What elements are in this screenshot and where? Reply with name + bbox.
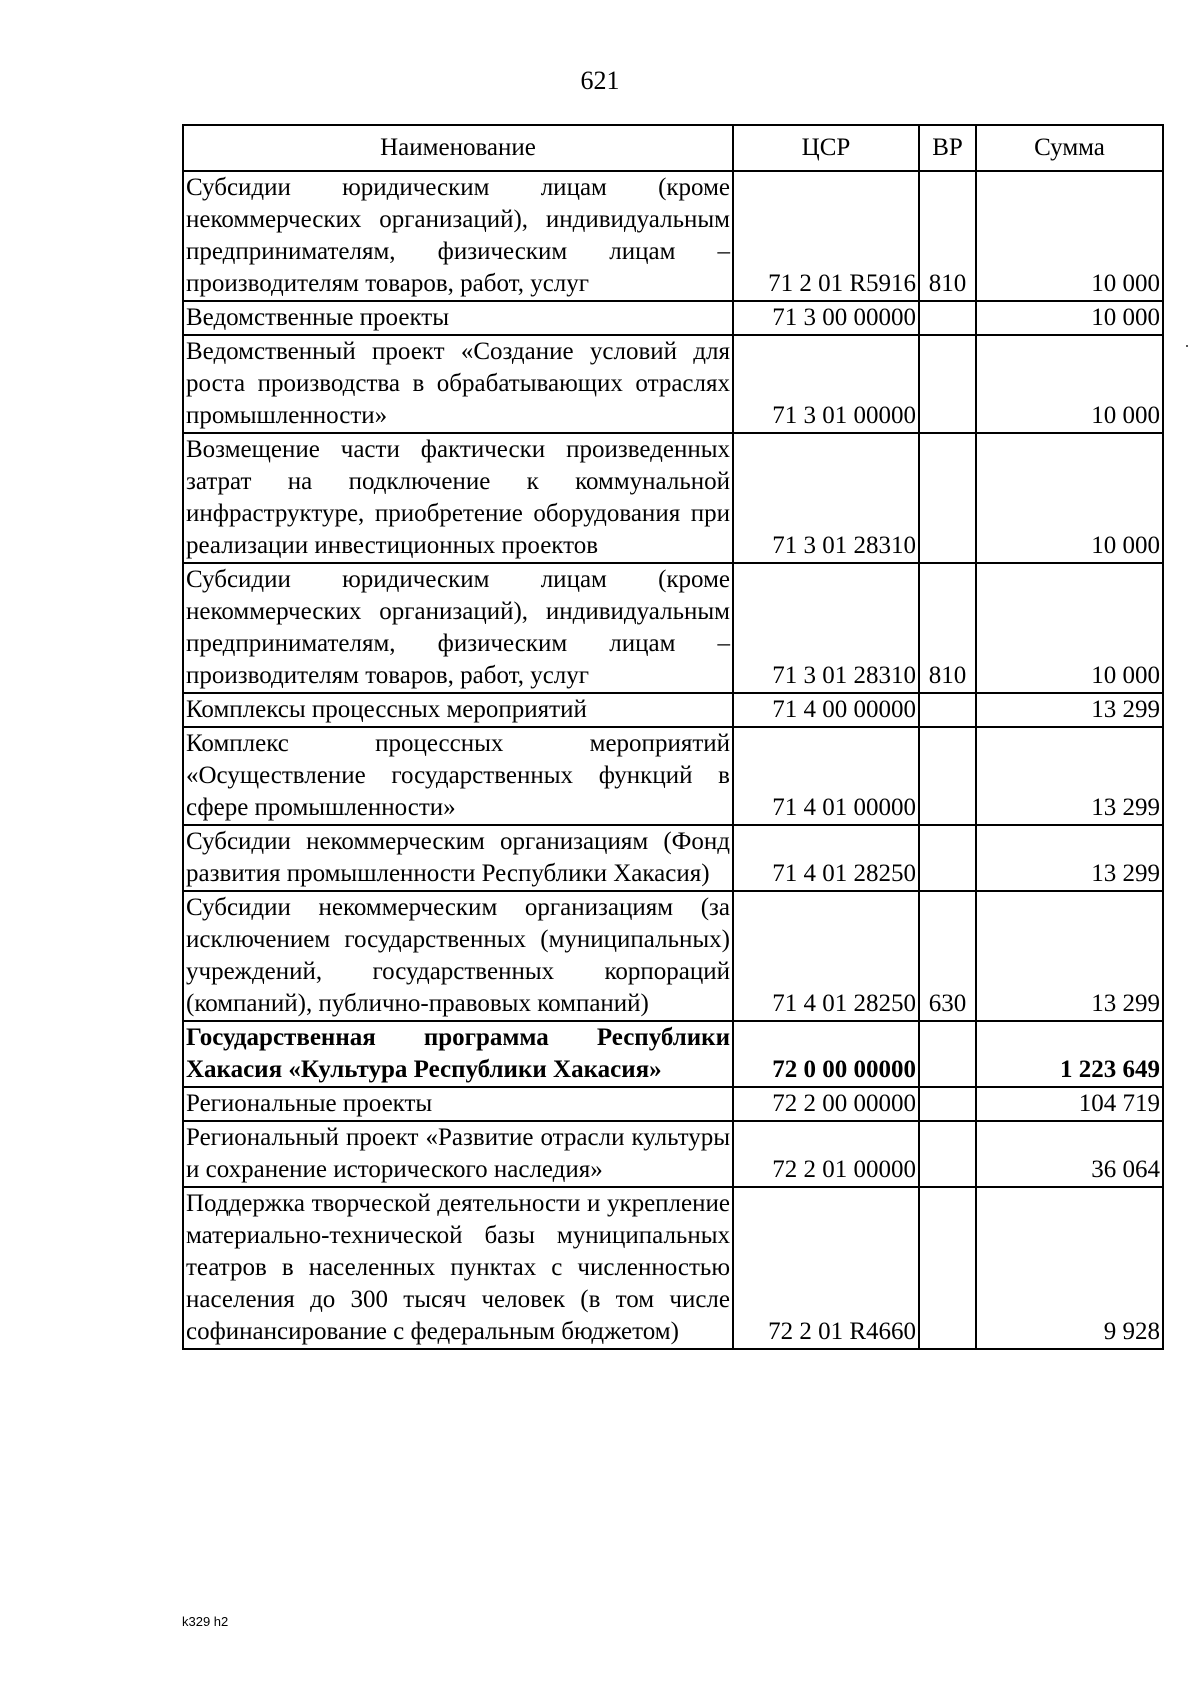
row-name-cell: Ведомственные проекты [183,301,733,335]
table-row [183,1087,1163,1121]
column-header-name: Наименование [183,125,733,171]
table-row [183,1187,1163,1349]
table-row [183,693,1163,727]
table-row [183,825,1163,891]
row-csr-cell: 72 2 01 R4660 [733,1187,919,1349]
table-row [183,301,1163,335]
row-name-cell: Государственная программа Республики Хакасия «Культура Республики Хакасия» [183,1021,733,1087]
row-csr-cell: 72 0 00 00000 [733,1021,919,1087]
row-vr-cell [919,301,976,335]
budget-table [182,124,1164,1350]
column-header-sum: Сумма [976,125,1163,171]
row-sum-cell: 10 000 [976,171,1163,301]
row-sum-cell: 13 299 [976,693,1163,727]
row-name-cell: Комплексы процессных мероприятий [183,693,733,727]
row-vr-cell [919,727,976,825]
row-csr-cell: 71 4 01 28250 [733,891,919,1021]
row-csr-cell: 71 2 01 R5916 [733,171,919,301]
scan-speck [1186,345,1188,347]
table-row [183,433,1163,563]
row-sum-cell: 13 299 [976,891,1163,1021]
row-vr-cell [919,1121,976,1187]
row-name-cell: Субсидии некоммерческим организациям (Фонд развития промышленности Республики Хакасия) [183,825,733,891]
row-csr-cell: 71 3 01 00000 [733,335,919,433]
row-name-cell: Комплекс процессных мероприятий «Осуществление государственных функций в сфере промышленности» [183,727,733,825]
table-header-row [183,125,1163,171]
table-row [183,891,1163,1021]
column-header-vr: ВР [919,125,976,171]
row-name-cell: Субсидии юридическим лицам (кроме некоммерческих организаций), индивидуальным предпринимателям, физическим лицам – производителям товаров, работ, услуг [183,563,733,693]
table-row [183,1121,1163,1187]
row-sum-cell: 10 000 [976,301,1163,335]
footer-code: k329 h2 [182,1614,229,1629]
row-sum-cell: 13 299 [976,727,1163,825]
row-sum-cell: 9 928 [976,1187,1163,1349]
row-vr-cell: 630 [919,891,976,1021]
column-header-csr: ЦСР [733,125,919,171]
row-name-cell: Возмещение части фактически произведенных затрат на подключение к коммунальной инфраструктуре, приобретение оборудования при реализации инвестиционных проектов [183,433,733,563]
row-sum-cell: 13 299 [976,825,1163,891]
page-number: 621 [580,66,620,95]
row-name-cell: Поддержка творческой деятельности и укрепление материально-технической базы муниципальных театров в населенных пунктах с численностью населения до 300 тысяч человек (в том числе софинансирование с федеральным бюджетом) [183,1187,733,1349]
row-csr-cell: 72 2 01 00000 [733,1121,919,1187]
table-row [183,727,1163,825]
row-csr-cell: 71 3 00 00000 [733,301,919,335]
row-vr-cell [919,693,976,727]
row-sum-cell: 10 000 [976,433,1163,563]
row-csr-cell: 71 3 01 28310 [733,433,919,563]
row-vr-cell: 810 [919,171,976,301]
row-sum-cell: 1 223 649 [976,1021,1163,1087]
row-sum-cell: 10 000 [976,335,1163,433]
row-name-cell: Ведомственный проект «Создание условий для роста производства в обрабатывающих отраслях промышленности» [183,335,733,433]
row-name-cell: Субсидии некоммерческим организациям (за исключением государственных (муниципальных) учреждений, государственных корпораций (компаний), публично-правовых компаний) [183,891,733,1021]
table-body [183,171,1163,1349]
row-vr-cell [919,825,976,891]
row-vr-cell [919,433,976,563]
row-sum-cell: 10 000 [976,563,1163,693]
row-name-cell: Региональный проект «Развитие отрасли культуры и сохранение исторического наследия» [183,1121,733,1187]
row-csr-cell: 71 4 01 28250 [733,825,919,891]
row-csr-cell: 71 4 01 00000 [733,727,919,825]
row-name-cell: Региональные проекты [183,1087,733,1121]
table-row [183,1021,1163,1087]
row-vr-cell [919,1187,976,1349]
row-csr-cell: 71 4 00 00000 [733,693,919,727]
row-csr-cell: 71 3 01 28310 [733,563,919,693]
row-csr-cell: 72 2 00 00000 [733,1087,919,1121]
row-vr-cell [919,1021,976,1087]
row-vr-cell [919,335,976,433]
row-vr-cell: 810 [919,563,976,693]
row-name-cell: Субсидии юридическим лицам (кроме некоммерческих организаций), индивидуальным предпринимателям, физическим лицам – производителям товаров, работ, услуг [183,171,733,301]
row-sum-cell: 104 719 [976,1087,1163,1121]
row-vr-cell [919,1087,976,1121]
table-row [183,563,1163,693]
row-sum-cell: 36 064 [976,1121,1163,1187]
table-row [183,171,1163,301]
table-row [183,335,1163,433]
